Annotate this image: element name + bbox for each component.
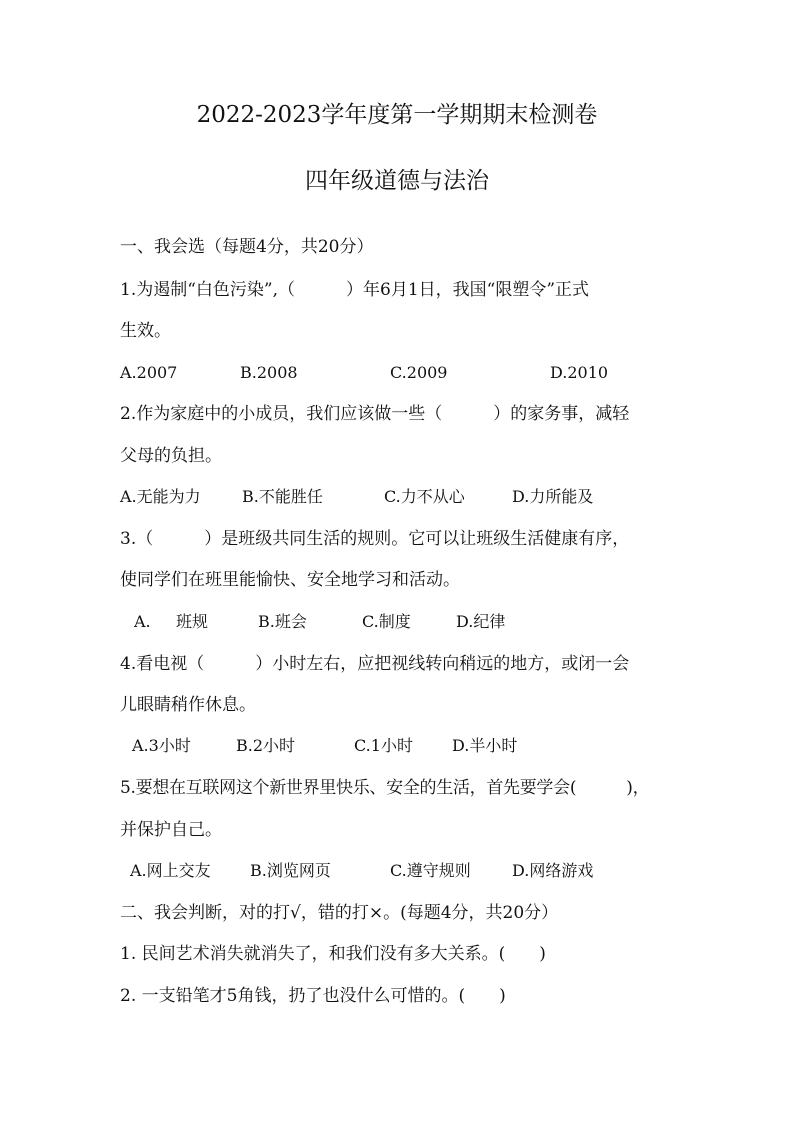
q4-option-c: C.1小时 (354, 736, 413, 755)
q3-option-a-text: 班规 (176, 612, 209, 631)
q4-option-d: D.半小时 (452, 736, 518, 755)
q3-line1: 3.（ ）是班级共同生活的规则。它可以让班级生活健康有序， (120, 529, 630, 549)
q1-line2: 生效。 (120, 321, 171, 341)
q3-option-d: D.纪律 (456, 612, 506, 631)
q2-line1: 2.作为家庭中的小成员，我们应该做一些（ ）的家务事，减轻 (120, 404, 630, 424)
q3-option-b: B.班会 (258, 612, 307, 631)
section2-heading: 二、我会判断，对的打√，错的打×。(每题4分，共20分） (120, 903, 559, 923)
q2-option-c: C.力不从心 (384, 487, 465, 506)
q4-line2: 儿眼睛稍作休息。 (120, 695, 256, 715)
q5-option-a: A.网上交友 (130, 861, 211, 880)
q5-line1: 5.要想在互联网这个新世界里快乐、安全的生活，首先要学会( )， (120, 778, 650, 798)
q2-line2: 父母的负担。 (120, 446, 222, 466)
q2-option-b: B.不能胜任 (242, 487, 323, 506)
judge-item-1: 1. 民间艺术消失就消失了，和我们没有多大关系。( ) (120, 944, 546, 964)
q4-option-a: A.3小时 (132, 736, 191, 755)
q4-option-b: B.2小时 (236, 736, 296, 755)
q3-option-a-letter: A. (134, 612, 151, 631)
q1-option-c: C.2009 (390, 363, 448, 382)
q5-option-d: D.网络游戏 (512, 861, 594, 880)
q4-line1: 4.看电视（ ）小时左右，应把视线转向稍远的地方，或闭一会 (120, 654, 630, 674)
q5-line2: 并保护自己。 (120, 820, 222, 840)
q3-line2: 使同学们在班里能愉快、安全地学习和活动。 (120, 570, 460, 590)
q2-option-d: D.力所能及 (512, 487, 594, 506)
q5-option-b: B.浏览网页 (250, 861, 331, 880)
section1-heading: 一、我会选（每题4分，共20分） (120, 237, 374, 257)
q1-option-d: D.2010 (550, 363, 609, 382)
q2-option-a: A.无能为力 (120, 487, 201, 506)
q5-option-c: C.遵守规则 (390, 861, 471, 880)
q1-option-b: B.2008 (240, 363, 298, 382)
q1-option-a: A.2007 (120, 363, 178, 382)
q3-option-c: C.制度 (362, 612, 411, 631)
judge-item-2: 2. 一支铅笔才5角钱，扔了也没什么可惜的。( ) (120, 986, 506, 1006)
exam-subtitle: 四年级道德与法治 (305, 168, 489, 194)
q1-line1: 1.为遏制“白色污染”,（ ）年6月1日，我国“限塑令”正式 (120, 280, 590, 300)
exam-title: 2022-2023学年度第一学期期末检测卷 (196, 102, 598, 128)
